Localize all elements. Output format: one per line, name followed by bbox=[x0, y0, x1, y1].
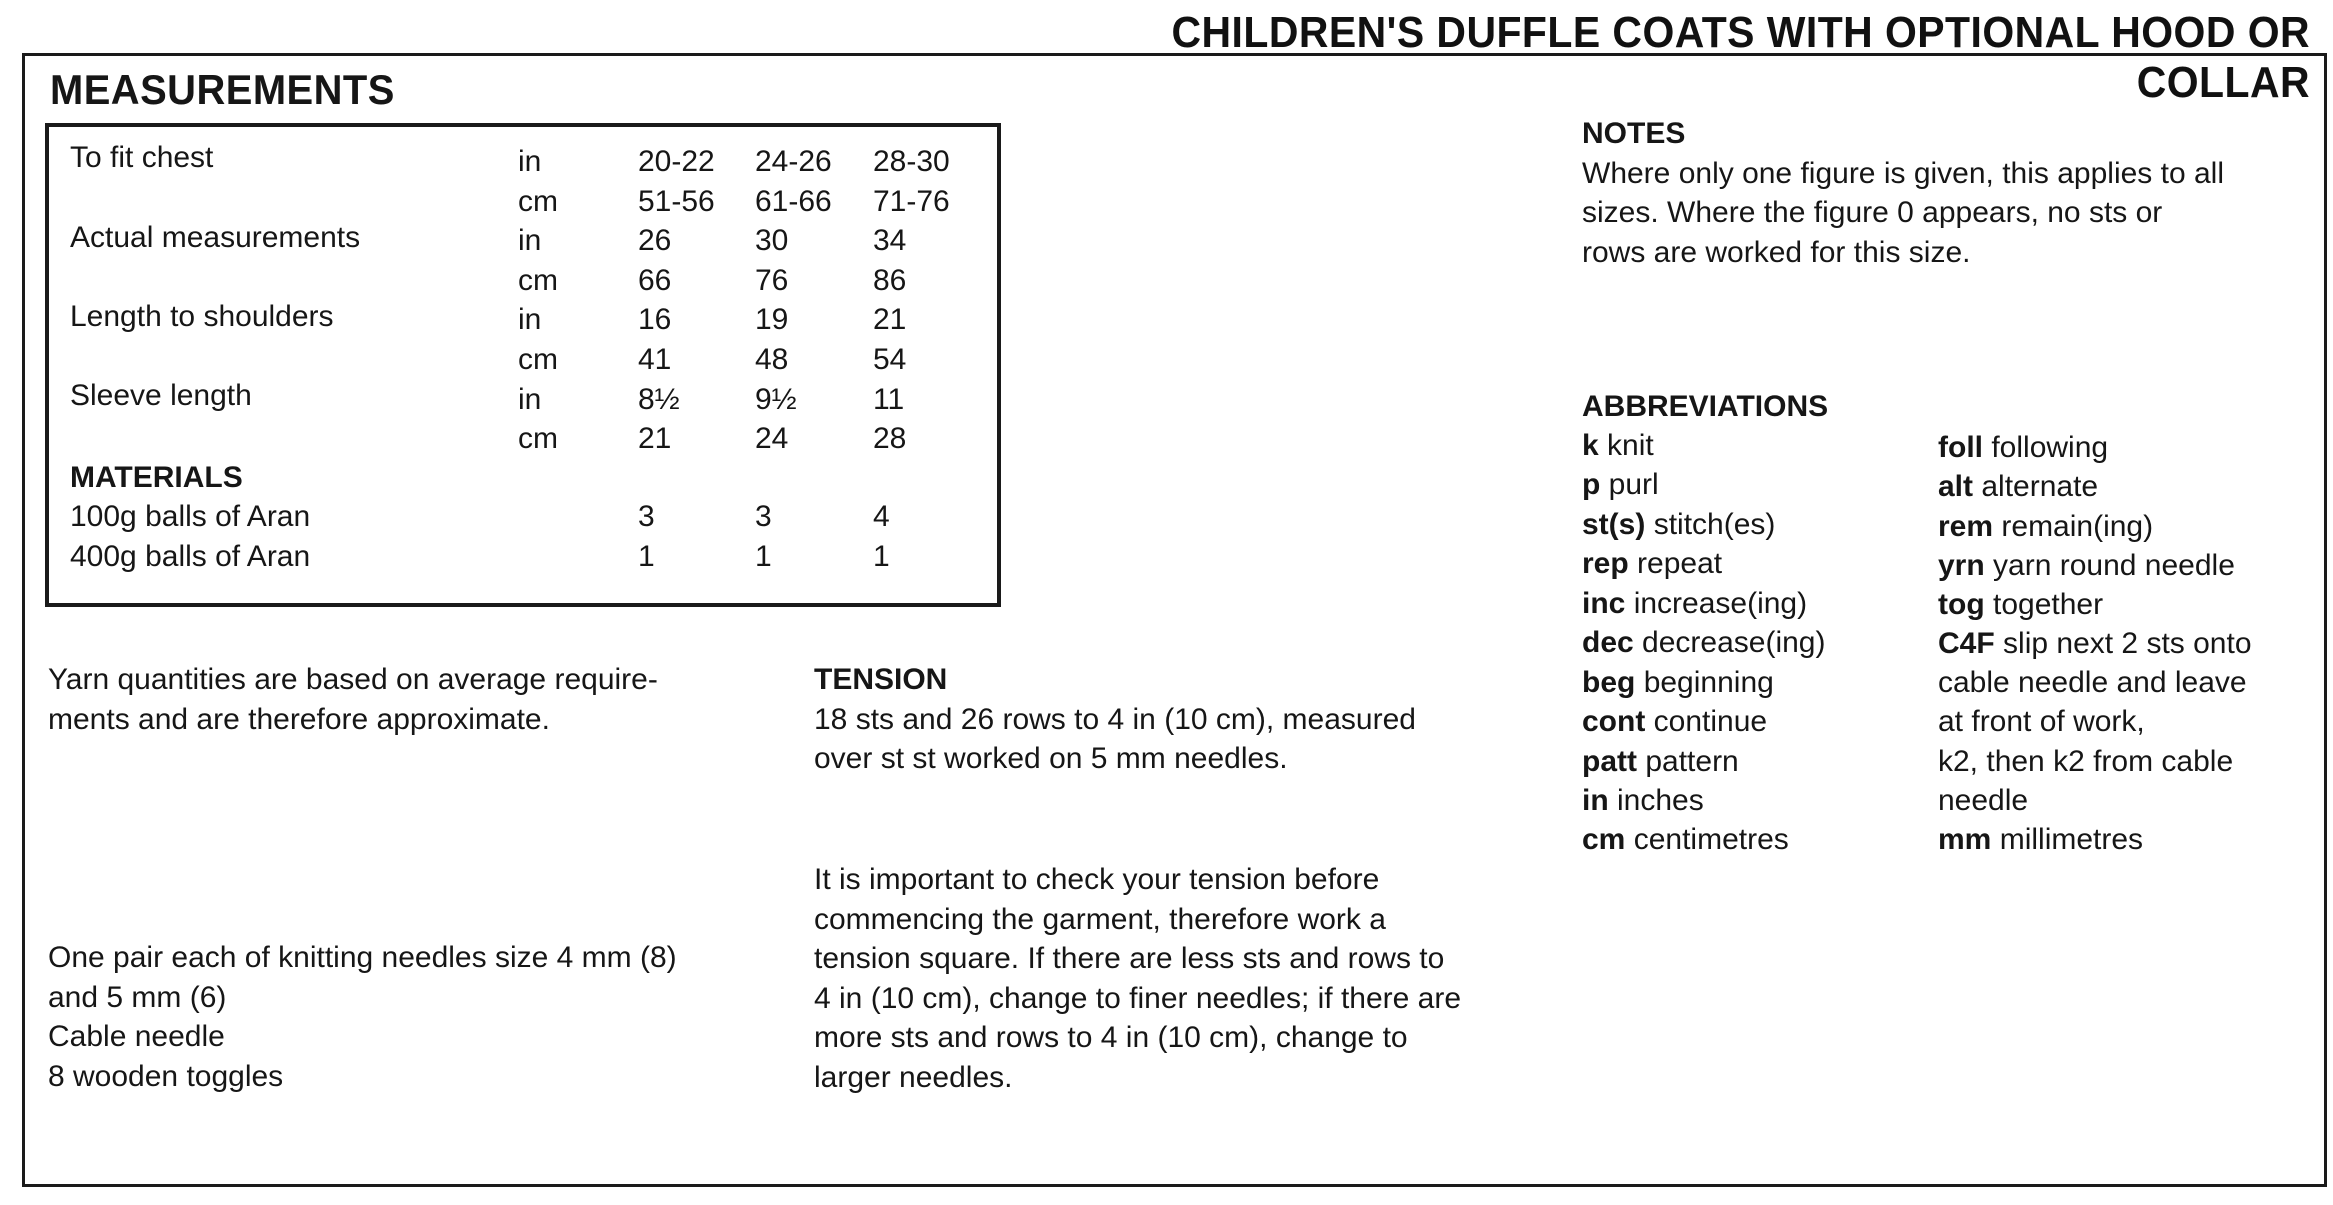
material-value: 3 bbox=[638, 500, 655, 533]
abbreviation-term: tog bbox=[1938, 588, 1985, 621]
abbreviation-item bbox=[1582, 544, 1722, 584]
measurement-value: 19 bbox=[755, 303, 789, 336]
abbreviation-meaning: remain(ing) bbox=[2001, 510, 2154, 543]
measurement-value: 48 bbox=[755, 343, 789, 376]
measurement-unit: in bbox=[518, 224, 542, 257]
abbreviation-item bbox=[1582, 623, 1825, 663]
abbreviation-item bbox=[1582, 742, 1739, 782]
measurement-value: 41 bbox=[638, 343, 672, 376]
measurement-value: 20-22 bbox=[638, 145, 715, 178]
tension-advice-line: commencing the garment, therefore work a bbox=[814, 902, 1386, 936]
needles-line: and 5 mm (6) bbox=[48, 980, 227, 1014]
abbreviation-term: in bbox=[1582, 784, 1609, 817]
abbreviation-meaning: cable needle and leave bbox=[1938, 666, 2247, 699]
material-value: 1 bbox=[755, 540, 772, 573]
tension-advice-line: larger needles. bbox=[814, 1060, 1013, 1094]
abbreviation-term: rep bbox=[1582, 547, 1629, 580]
measurement-unit: in bbox=[518, 303, 542, 336]
abbreviation-item bbox=[1582, 663, 1774, 703]
abbreviation-meaning: at front of work, bbox=[1938, 705, 2145, 738]
measurement-unit: cm bbox=[518, 422, 558, 455]
measurement-value: 30 bbox=[755, 224, 789, 257]
tension-advice-line: more sts and rows to 4 in (10 cm), change to bbox=[814, 1021, 1408, 1054]
measurement-value: 51-56 bbox=[638, 185, 715, 218]
measurement-value: 28-30 bbox=[873, 145, 950, 178]
measurement-value: 28 bbox=[873, 422, 907, 455]
measurement-value: 24-26 bbox=[755, 145, 832, 178]
measurement-unit: cm bbox=[518, 185, 558, 218]
measurement-unit: cm bbox=[518, 343, 558, 376]
material-value: 3 bbox=[755, 500, 772, 533]
abbreviation-meaning: slip next 2 sts onto bbox=[2003, 627, 2252, 660]
measurement-value: 71-76 bbox=[873, 185, 950, 218]
material-label: 100g balls of Aran bbox=[70, 500, 311, 533]
measurement-unit: in bbox=[518, 145, 542, 178]
abbreviation-term: cm bbox=[1582, 823, 1626, 856]
abbreviation-item bbox=[1938, 663, 2247, 703]
abbreviation-meaning: alternate bbox=[1981, 470, 2099, 503]
abbreviation-meaning: purl bbox=[1608, 468, 1659, 501]
abbreviation-item bbox=[1582, 781, 1704, 821]
abbreviation-meaning: yarn round needle bbox=[1993, 549, 2235, 582]
measurement-value: 21 bbox=[873, 303, 907, 336]
notes-line: rows are worked for this size. bbox=[1582, 235, 1971, 269]
yarn-note-line: ments and are therefore approximate. bbox=[48, 702, 550, 736]
abbreviation-meaning: following bbox=[1991, 431, 2109, 464]
tension-advice-line: tension square. If there are less sts and rows to bbox=[814, 942, 1445, 975]
measurement-label: Actual measurements bbox=[70, 221, 361, 254]
measurement-value: 21 bbox=[638, 422, 672, 455]
notes-section bbox=[1582, 114, 2224, 272]
abbreviation-term: inc bbox=[1582, 587, 1626, 620]
abbreviation-term: k bbox=[1582, 429, 1599, 462]
abbreviation-term: st(s) bbox=[1582, 508, 1646, 541]
notes-heading: NOTES bbox=[1582, 117, 1686, 150]
page-title: CHILDREN'S DUFFLE COATS WITH OPTIONAL HOOD OR COLLAR bbox=[1171, 8, 2310, 107]
abbreviation-term: p bbox=[1582, 468, 1601, 501]
needles-line: One pair each of knitting needles size 4 mm (8) bbox=[48, 941, 677, 974]
abbreviation-item bbox=[1938, 624, 2252, 664]
measurement-label: Sleeve length bbox=[70, 379, 252, 412]
abbreviation-item bbox=[1582, 505, 1775, 545]
abbreviation-term: yrn bbox=[1938, 549, 1985, 582]
measurement-unit: in bbox=[518, 383, 542, 416]
needles-list bbox=[48, 938, 677, 1096]
abbreviation-item bbox=[1938, 467, 2098, 507]
measurement-value: 11 bbox=[873, 383, 905, 416]
tension-advice bbox=[814, 860, 1461, 1097]
abbreviation-term: dec bbox=[1582, 626, 1634, 659]
abbreviation-item bbox=[1582, 426, 1654, 466]
measurement-value: 86 bbox=[873, 264, 907, 297]
measurement-label: Length to shoulders bbox=[70, 300, 334, 333]
tension-advice-line: It is important to check your tension before bbox=[814, 863, 1380, 896]
abbreviation-item bbox=[1582, 584, 1807, 624]
notes-line: Where only one figure is given, this applies to all bbox=[1582, 156, 2225, 190]
yarn-note-line: Yarn quantities are based on average require- bbox=[48, 663, 658, 696]
measurement-value: 26 bbox=[638, 224, 672, 257]
abbreviations-heading: ABBREVIATIONS bbox=[1582, 390, 1829, 423]
abbreviation-item bbox=[1582, 465, 1659, 505]
abbreviation-item bbox=[1938, 546, 2235, 586]
abbreviation-meaning: decrease(ing) bbox=[1642, 626, 1826, 659]
abbreviation-item bbox=[1938, 742, 2233, 782]
abbreviation-term: cont bbox=[1582, 705, 1646, 738]
abbreviation-term: alt bbox=[1938, 470, 1974, 503]
abbreviation-term: mm bbox=[1938, 823, 1992, 856]
abbreviation-meaning: millimetres bbox=[1999, 823, 2144, 856]
abbreviation-item bbox=[1938, 585, 2103, 625]
abbreviation-item bbox=[1938, 702, 2145, 742]
abbreviation-meaning: pattern bbox=[1645, 745, 1739, 778]
measurement-value: 76 bbox=[755, 264, 789, 297]
abbreviation-item bbox=[1938, 781, 2028, 821]
abbreviation-item bbox=[1938, 507, 2153, 547]
measurement-value: 8½ bbox=[638, 383, 680, 416]
tension-line: 18 sts and 26 rows to 4 in (10 cm), measured bbox=[814, 702, 1416, 736]
measurement-value: 9½ bbox=[755, 383, 797, 416]
tension-advice-line: 4 in (10 cm), change to finer needles; if there are bbox=[814, 981, 1462, 1015]
abbreviation-item bbox=[1938, 820, 2143, 860]
needles-line: 8 wooden toggles bbox=[48, 1059, 284, 1093]
abbreviation-term: patt bbox=[1582, 745, 1637, 778]
abbreviation-meaning: needle bbox=[1938, 784, 2029, 817]
abbreviation-term: beg bbox=[1582, 666, 1636, 699]
abbreviation-meaning: k2, then k2 from cable bbox=[1938, 745, 2234, 778]
needles-line: Cable needle bbox=[48, 1020, 225, 1053]
material-value: 4 bbox=[873, 500, 890, 533]
abbreviation-meaning: increase(ing) bbox=[1633, 587, 1808, 620]
measurement-value: 24 bbox=[755, 422, 789, 455]
abbreviation-item bbox=[1582, 820, 1789, 860]
measurement-value: 61-66 bbox=[755, 185, 832, 218]
abbreviation-term: rem bbox=[1938, 510, 1994, 543]
abbreviation-term: C4F bbox=[1938, 627, 1995, 660]
abbreviation-meaning: continue bbox=[1653, 705, 1768, 738]
yarn-note bbox=[48, 660, 658, 739]
abbreviation-meaning: inches bbox=[1617, 784, 1704, 817]
material-label: 400g balls of Aran bbox=[70, 540, 311, 573]
measurement-value: 66 bbox=[638, 264, 672, 297]
tension-line: over st st worked on 5 mm needles. bbox=[814, 742, 1288, 775]
abbreviation-meaning: repeat bbox=[1637, 547, 1723, 580]
abbreviation-meaning: knit bbox=[1607, 429, 1654, 462]
abbreviation-term: foll bbox=[1938, 431, 1983, 464]
abbreviation-item bbox=[1582, 702, 1767, 742]
abbreviation-meaning: together bbox=[1992, 588, 2104, 621]
abbreviation-meaning: stitch(es) bbox=[1653, 508, 1776, 541]
measurement-label: To fit chest bbox=[70, 141, 214, 174]
measurements-heading: MEASUREMENTS bbox=[50, 66, 395, 113]
abbreviation-meaning: centimetres bbox=[1633, 823, 1789, 856]
tension-heading: TENSION bbox=[814, 663, 948, 696]
tension-section bbox=[814, 660, 1416, 779]
measurement-value: 34 bbox=[873, 224, 907, 257]
abbreviation-meaning: beginning bbox=[1643, 666, 1774, 699]
abbreviation-item bbox=[1938, 428, 2108, 468]
material-value: 1 bbox=[873, 540, 890, 573]
measurement-unit: cm bbox=[518, 264, 558, 297]
measurement-value: 54 bbox=[873, 343, 907, 376]
notes-line: sizes. Where the figure 0 appears, no sts or bbox=[1582, 196, 2163, 229]
material-value: 1 bbox=[638, 540, 655, 573]
materials-heading: MATERIALS bbox=[70, 461, 243, 494]
measurement-value: 16 bbox=[638, 303, 672, 336]
